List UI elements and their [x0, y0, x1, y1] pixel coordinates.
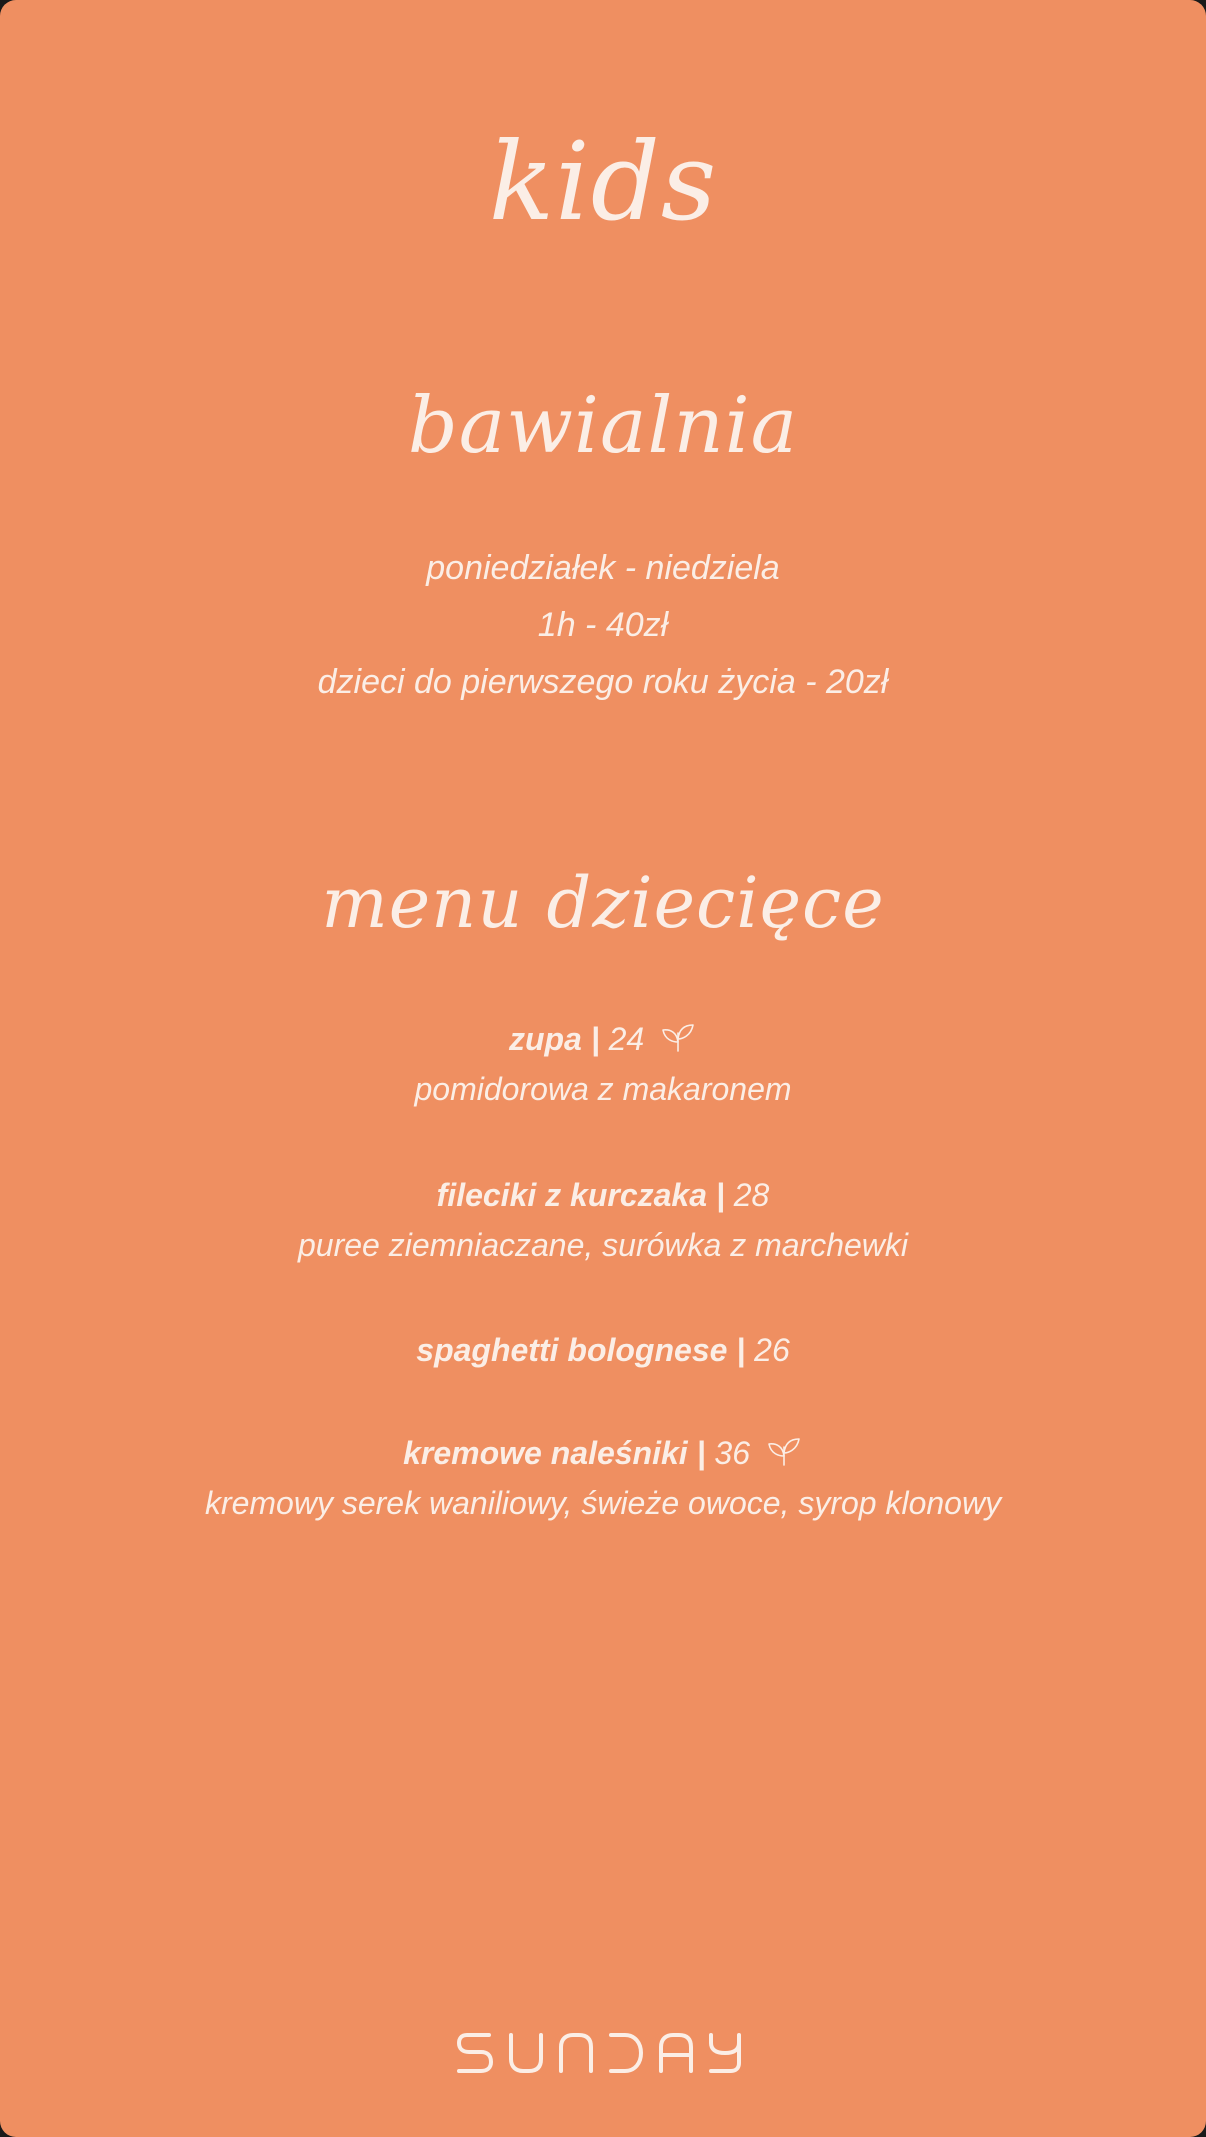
menu-item-price: 36	[714, 1435, 750, 1471]
leaf-icon	[659, 1018, 697, 1052]
menu-item-fileciki	[0, 1170, 1206, 1270]
menu-item-price: 26	[754, 1332, 790, 1368]
menu-item-price: 24	[608, 1021, 645, 1057]
menu-item-zupa	[0, 1014, 1206, 1114]
page-title: kids	[488, 120, 718, 245]
menu-item-name: zupa	[508, 1021, 582, 1057]
menu-item-separator: |	[590, 1021, 600, 1057]
menu-item-separator: |	[736, 1332, 746, 1368]
leaf-icon	[765, 1432, 803, 1466]
menu-item-name: spaghetti bolognese	[416, 1332, 728, 1368]
menu-item-description: puree ziemniaczane, surówka z marchewki	[297, 1227, 909, 1263]
playroom-heading: bawialnia	[407, 381, 799, 471]
menu-item-title	[0, 1325, 1206, 1375]
menu-item-name: fileciki z kurczaka	[436, 1177, 708, 1213]
menu-item-separator: |	[696, 1435, 706, 1471]
menu-item-title	[0, 1428, 1206, 1478]
playroom-hourly-price: 1h - 40zł	[537, 606, 669, 644]
menu-item-price: 28	[733, 1177, 770, 1213]
menu-item-title	[0, 1014, 1206, 1064]
menu-item-description: pomidorowa z makaronem	[414, 1071, 792, 1107]
menu-item-separator: |	[715, 1177, 725, 1213]
menu-item-description: kremowy serek waniliowy, świeże owoce, syrop klonowy	[204, 1485, 1002, 1521]
playroom-infant-price: dzieci do pierwszego roku życia - 20zł	[317, 663, 889, 701]
menu-item-name: kremowe naleśniki	[403, 1435, 688, 1471]
playroom-days: poniedziałek - niedziela	[426, 549, 780, 587]
menu-item-spaghetti	[0, 1325, 1206, 1375]
playroom-info	[0, 540, 1206, 711]
menu-item-title	[0, 1170, 1206, 1220]
kids-menu-heading: menu dziecięce	[321, 862, 885, 944]
sunday-logo	[0, 2025, 1206, 2081]
menu-item-nalesniki	[0, 1428, 1206, 1528]
